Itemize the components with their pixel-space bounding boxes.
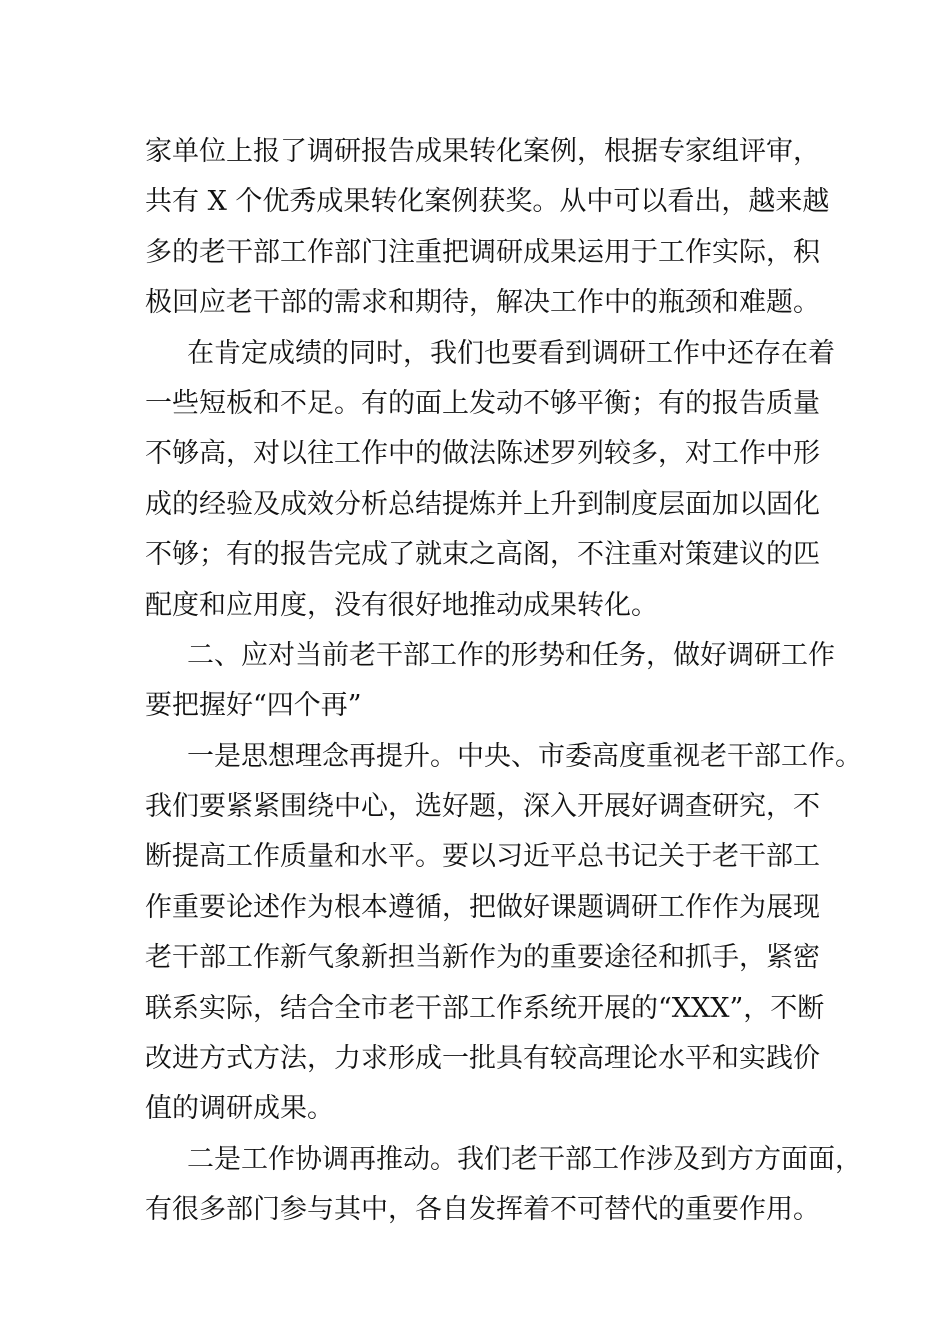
- body-line-8: 成的经验及成效分析总结提炼并上升到制度层面加以固化: [145, 488, 820, 520]
- body-line-15: 断提高工作质量和水平。要以习近平总书记关于老干部工: [145, 841, 820, 873]
- body-line-13: 一是思想理念再提升。中央、市委高度重视老干部工作。: [187, 740, 862, 772]
- body-line-18: 联系实际，结合全市老干部工作系统开展的“XXX”，不断: [145, 992, 825, 1024]
- body-line-19: 改进方式方法，力求形成一批具有较高理论水平和实践价: [145, 1043, 820, 1075]
- body-line-5: 在肯定成绩的同时，我们也要看到调研工作中还存在着: [187, 337, 835, 369]
- body-line-14: 我们要紧紧围绕中心，选好题，深入开展好调查研究，不: [145, 791, 820, 823]
- section-heading-line-2: 要把握好“四个再”: [145, 690, 362, 722]
- body-line-9: 不够；有的报告完成了就束之高阁，不注重对策建议的匹: [145, 539, 820, 571]
- body-line-4: 极回应老干部的需求和期待，解决工作中的瓶颈和难题。: [145, 287, 820, 319]
- document-body: [145, 127, 862, 1236]
- body-line-3: 多的老干部工作部门注重把调研成果运用于工作实际，积: [145, 236, 820, 268]
- body-line-21: 二是工作协调再推动。我们老干部工作涉及到方方面面，: [187, 1143, 862, 1175]
- body-line-2: 共有 X 个优秀成果转化案例获奖。从中可以看出，越来越: [145, 186, 830, 218]
- body-line-16: 作重要论述作为根本遵循，把做好课题调研工作作为展现: [145, 891, 820, 923]
- body-line-10: 配度和应用度，没有很好地推动成果转化。: [145, 589, 658, 621]
- body-line-6: 一些短板和不足。有的面上发动不够平衡；有的报告质量: [145, 387, 820, 419]
- body-line-7: 不够高，对以往工作中的做法陈述罗列较多，对工作中形: [145, 438, 820, 470]
- body-line-22: 有很多部门参与其中，各自发挥着不可替代的重要作用。: [145, 1194, 820, 1226]
- body-line-1: 家单位上报了调研报告成果转化案例，根据专家组评审，: [145, 136, 820, 167]
- section-heading-line-1: 二、应对当前老干部工作的形势和任务，做好调研工作: [187, 639, 835, 671]
- body-line-17: 老干部工作新气象新担当新作为的重要途径和抓手，紧密: [145, 942, 820, 974]
- body-line-20: 值的调研成果。: [145, 1093, 334, 1125]
